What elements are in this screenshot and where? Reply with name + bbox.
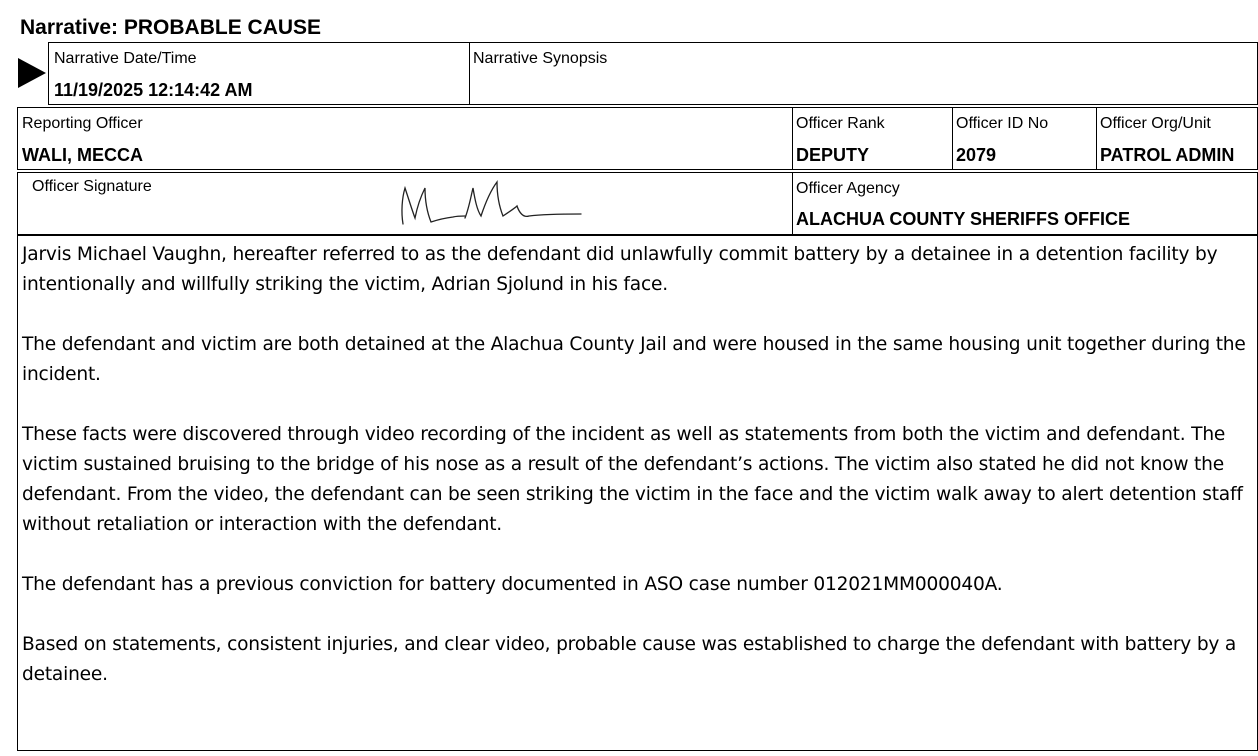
narrative-paragraph: These facts were discovered through video recording of the incident as well as statements from both the victim and defendant. The victim sustained bruising to the bridge of his nose as a result of the defendant’s actions. The victim also stated he did not know the defendant. From the video, the defendant can be seen striking the victim in the face and the victim walk away to alert detention staff without retaliation or interaction with the defendant. (22, 424, 1243, 535)
narrative-date-label: Narrative Date/Time (54, 50, 197, 67)
officer-rank-value: DEPUTY (796, 145, 870, 165)
narrative-synopsis-label: Narrative Synopsis (473, 50, 608, 67)
page-title: Narrative: PROBABLE CAUSE (20, 16, 322, 39)
narrative-paragraph: Based on statements, consistent injuries, and clear video, probable cause was established to charge the defendant with battery by a detainee. (22, 634, 1237, 685)
officer-signature (395, 176, 595, 232)
narrative-date-value: 11/19/2025 12:14:42 AM (54, 80, 253, 100)
row-pointer-icon (16, 56, 48, 90)
narrative-paragraph: Jarvis Michael Vaughn, hereafter referred to as the defendant did unlawfully commit battery by a detainee in a detention facility by intentionally and willfully striking the victim, Adrian Sjolund in his face. (22, 244, 1218, 295)
narrative-paragraph: The defendant has a previous conviction for battery documented in ASO case number 012021MM000040A. (22, 574, 1003, 595)
officer-agency-value: ALACHUA COUNTY SHERIFFS OFFICE (796, 209, 1131, 229)
reporting-officer-value: WALI, MECCA (22, 145, 143, 165)
officer-signature-label: Officer Signature (32, 178, 152, 195)
narrative-text (22, 240, 1252, 720)
officer-org-label: Officer Org/Unit (1100, 115, 1211, 132)
officer-org-value: PATROL ADMIN (1100, 145, 1235, 165)
officer-agency-label: Officer Agency (796, 180, 900, 197)
reporting-officer-label: Reporting Officer (22, 115, 143, 132)
officer-id-value: 2079 (956, 145, 997, 165)
officer-id-label: Officer ID No (956, 115, 1049, 132)
officer-rank-label: Officer Rank (796, 115, 885, 132)
narrative-paragraph: The defendant and victim are both detained at the Alachua County Jail and were housed in the same housing unit together during the incident. (22, 334, 1246, 385)
